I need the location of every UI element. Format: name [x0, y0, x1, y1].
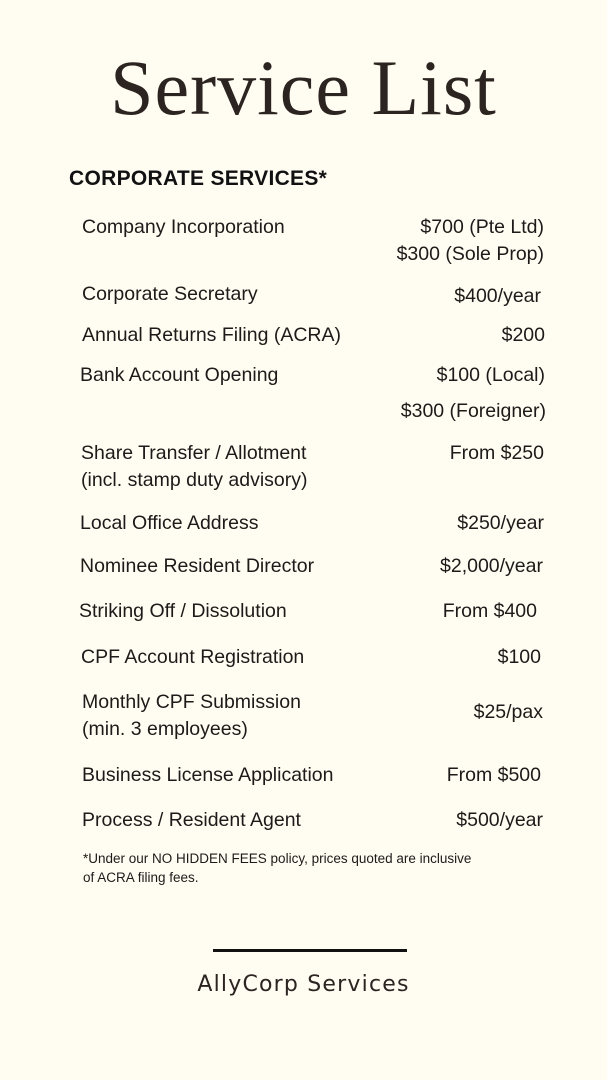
service-price: $2,000/year	[440, 555, 543, 577]
service-price: From $400	[442, 600, 537, 622]
service-label: CPF Account Registration	[81, 646, 305, 668]
service-price: $300 (Sole Prop)	[396, 243, 544, 265]
service-label: Business License Application	[82, 764, 334, 786]
service-price: $300 (Foreigner)	[400, 400, 546, 422]
service-price: $400/year	[454, 285, 541, 307]
service-label: Local Office Address	[80, 512, 259, 534]
page-title: Service List	[110, 44, 497, 131]
service-label: Corporate Secretary	[82, 283, 258, 305]
service-label: Nominee Resident Director	[80, 555, 315, 577]
service-sublabel: (incl. stamp duty advisory)	[81, 469, 308, 491]
service-price: $700 (Pte Ltd)	[420, 216, 544, 238]
service-label: Annual Returns Filing (ACRA)	[82, 324, 342, 346]
service-price: $100	[497, 646, 541, 668]
brand-name: AllyCorp Services	[197, 972, 410, 997]
footnote	[83, 849, 533, 887]
service-price: From $250	[449, 442, 544, 464]
service-price: $200	[501, 324, 545, 346]
divider	[213, 949, 407, 952]
service-price: $100 (Local)	[436, 364, 545, 386]
service-price: $250/year	[457, 512, 544, 534]
service-label: Monthly CPF Submission	[82, 691, 301, 713]
footnote-line: of ACRA filing fees.	[83, 870, 199, 885]
service-sublabel: (min. 3 employees)	[82, 718, 248, 740]
service-label: Process / Resident Agent	[82, 809, 301, 831]
section-heading: CORPORATE SERVICES*	[69, 167, 328, 190]
service-label: Company Incorporation	[82, 216, 285, 238]
service-price: $25/pax	[473, 701, 543, 723]
service-price: From $500	[446, 764, 541, 786]
service-label: Bank Account Opening	[80, 364, 279, 386]
service-price: $500/year	[456, 809, 543, 831]
footnote-line: *Under our NO HIDDEN FEES policy, prices quoted are inclusive	[83, 851, 472, 866]
service-label: Share Transfer / Allotment	[81, 442, 307, 464]
service-label: Striking Off / Dissolution	[79, 600, 287, 622]
